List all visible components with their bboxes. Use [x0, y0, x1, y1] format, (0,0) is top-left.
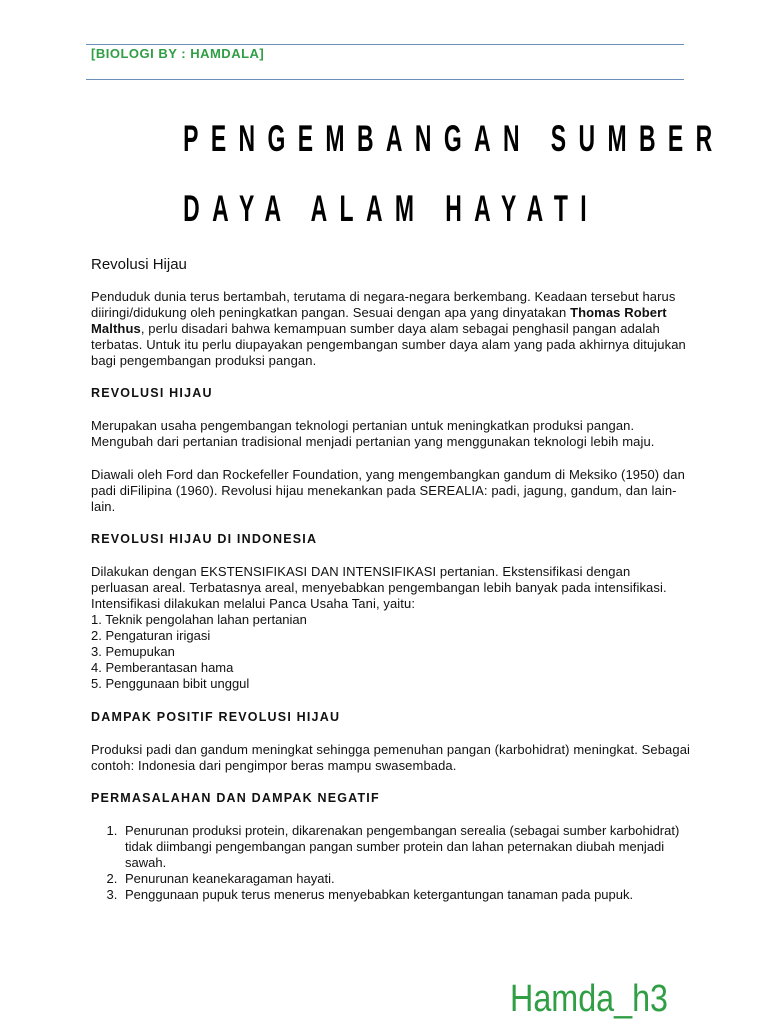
section-heading-revolusi-hijau: REVOLUSI HIJAU — [91, 386, 213, 400]
document-body — [91, 256, 691, 903]
list-item: 5. Penggunaan bibit unggul — [91, 676, 250, 691]
section3-paragraph: Produksi padi dan gandum meningkat sehingga pemenuhan pangan (karbohidrat) meningkat. Sebagai contoh: Indonesia dari pengimpor beras mampu swasembada. — [91, 742, 691, 773]
panca-usaha-tani-list — [91, 612, 691, 692]
intro-bold-name: Thomas Robert Malthus — [91, 305, 667, 336]
page-title-line-2: DAYA ALAM HAYATI — [183, 188, 600, 229]
list-item: 2. Pengaturan irigasi — [91, 628, 211, 643]
intro-text-before: Penduduk dunia terus bertambah, terutama di negara-negara berkembang. Keadaan tersebut harus diiringi/didukung oleh peningkatkan pangan. Sesuai dengan apa yang dinyatakan — [91, 289, 676, 320]
header-rule-bottom — [86, 79, 684, 80]
intro-text-after: , perlu disadari bahwa kemampuan sumber daya alam sebagai penghasil pangan adalah terbatas. Untuk itu perlu diupayakan pengembangan sumber daya alam yang pada akhirnya ditujukan bagi pengembangan produksi pangan. — [91, 321, 686, 368]
dampak-negatif-list — [91, 823, 691, 903]
signature: Hamda_h3 — [510, 978, 669, 1020]
list-item: 3. Penggunaan pupuk terus menerus menyebabkan ketergantungan tanaman pada pupuk. — [121, 887, 691, 903]
list-item: 3. Pemupukan — [91, 644, 175, 659]
section1-paragraph-1: Merupakan usaha pengembangan teknologi pertanian untuk meningkatkan produksi pangan. Mengubah dari pertanian tradisional menjadi pertanian yang menggunakan teknologi lebih maju. — [91, 418, 655, 449]
intro-paragraph — [91, 289, 691, 369]
section-heading-dampak-positif: DAMPAK POSITIF REVOLUSI HIJAU — [91, 710, 341, 724]
list-item: 2. Penurunan keanekaragaman hayati. — [121, 871, 691, 887]
section1-paragraph-2: Diawali oleh Ford dan Rockefeller Foundation, yang mengembangkan gandum di Meksiko (1950) dan padi diFilipina (1960). Revolusi hijau menekankan pada SEREALIA: padi, jagung, gandum, dan lain-lain. — [91, 467, 685, 514]
list-item: 1. Penurunan produksi protein, dikarenakan pengembangan serealia (sebagai sumber karbohidrat) tidak diimbangi pengembangan pangan sumber protein dan lahan peternakan diubah menjadi sawah. — [121, 823, 691, 871]
section-heading-revolusi-hijau-indonesia: REVOLUSI HIJAU DI INDONESIA — [91, 532, 318, 546]
section-heading-dampak-negatif: PERMASALAHAN DAN DAMPAK NEGATIF — [91, 791, 380, 805]
section2-paragraph: Dilakukan dengan EKSTENSIFIKASI DAN INTENSIFIKASI pertanian. Ekstensifikasi dengan perluasan areal. Terbatasnya areal, menyebabkan pengembangan lebih banyak pada intensifikasi. Intensifikasi dilakukan melalui Panca Usaha Tani, yaitu: — [91, 564, 667, 611]
header-label: [BIOLOGI BY : HAMDALA] — [91, 46, 265, 61]
header-rule-top — [86, 44, 684, 45]
subtitle: Revolusi Hijau — [91, 256, 187, 273]
list-item: 4. Pemberantasan hama — [91, 660, 234, 675]
page-title-line-1: PENGEMBANGAN SUMBER — [183, 118, 725, 159]
list-item: 1. Teknik pengolahan lahan pertanian — [91, 612, 307, 627]
